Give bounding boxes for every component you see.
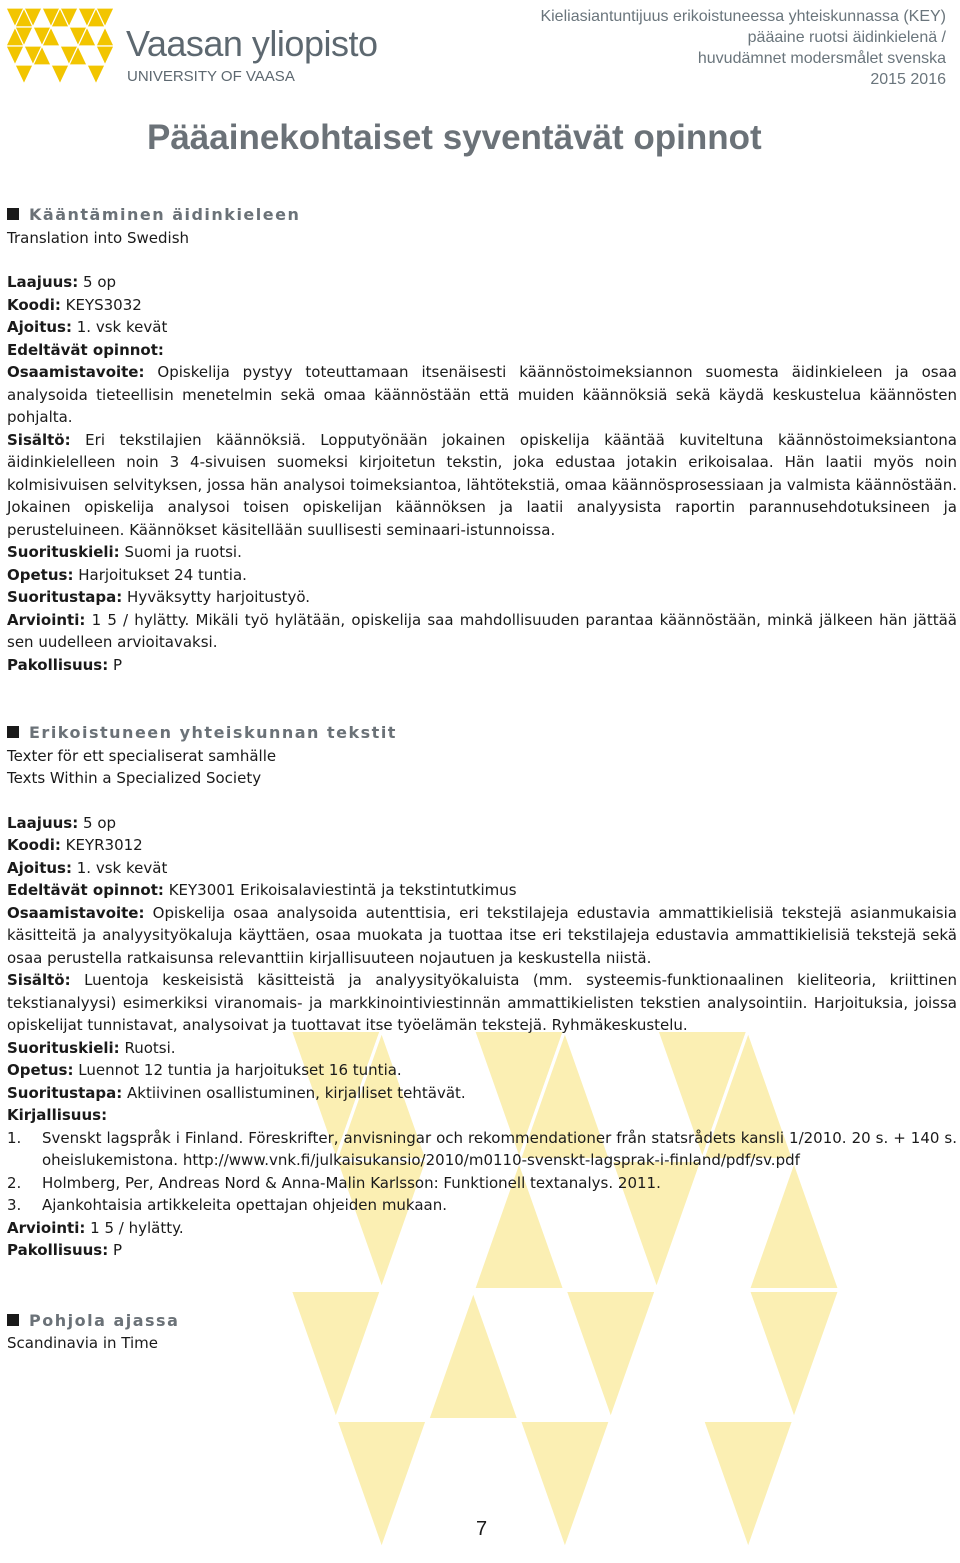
- field-label: Arviointi:: [7, 1218, 86, 1237]
- header-line-2: pääaine ruotsi äidinkielenä /: [747, 29, 946, 46]
- course-heading: [7, 1310, 957, 1333]
- literature-text: Holmberg, Per, Andreas Nord & Anna-Malin Karlsson: Funktionell textanalys. 2011.: [42, 1173, 661, 1192]
- field-value: Opiskelija osaa analysoida autenttisia, eri tekstilajeja edustavia ammattikielisiä tekstejä asianmukaisia käsitteitä ja analyysityökaluja käyttäen, osaa muokata ja tuottaa itse eri tekstilajeja edustavia ammattikielisiä tekstejä sekä osaa perustella ratkaisunsa relevanttiin kirjallisuuteen nojautuen ja keskustella niistä.: [7, 903, 957, 967]
- field-value: Eri tekstilajien käännöksiä. Lopputyönään jokainen opiskelija kääntää kuviteltuna käännöstoimeksiantona äidinkielelleen noin 3 4-sivuisen suomeksi kirjoitetun tekstin, joka edustaa jotakin erikoisalaa. Hän laatii myös noin kolmisivuisen selvityksen, jossa hän analysoi toimeksiantoa, lähtötekstiä, omaa käännösprosessiaan ja valmista käännöstään. Jokainen opiskelija analysoi toisen opiskelijan käännöksen ja laatii analyysista raportin parannusehdotuksineen ja perusteluineen. Käännökset käsitellään suullisesti seminaari-istunnoissa.: [7, 430, 957, 539]
- field-label: Suoritustapa:: [7, 588, 123, 606]
- field-arviointi: [7, 1217, 957, 1240]
- field-suoritustapa: [7, 1082, 957, 1105]
- field-value: Luennot 12 tuntia ja harjoitukset 16 tuntia.: [78, 1061, 402, 1079]
- document-body: [7, 204, 957, 1355]
- field-value: Harjoitukset 24 tuntia.: [78, 565, 247, 584]
- literature-number: 2.: [7, 1173, 22, 1192]
- field-edeltavat: [7, 339, 957, 362]
- field-label: Pakollisuus:: [7, 1241, 109, 1259]
- header-line-4: 2015 2016: [870, 71, 946, 88]
- field-label: Suorituskieli:: [7, 543, 120, 561]
- field-sisalto: [7, 969, 957, 1037]
- field-label: Opetus:: [7, 1061, 74, 1079]
- literature-item: [7, 1127, 957, 1172]
- square-bullet-icon: [7, 726, 19, 738]
- field-value: Opiskelija pystyy toteuttamaan itsenäisesti käännöstoimeksiannon suomesta äidinkieleen ja osaa analysoida tieteellisin menetelmin sekä omaa käännöstään että muiden käännöksiä sekä käydä keskustelua käännösten pohjalta.: [7, 363, 957, 426]
- field-label: Suoritustapa:: [7, 1083, 123, 1102]
- field-koodi: [7, 294, 957, 317]
- field-value: KEYR3012: [65, 836, 143, 854]
- field-value: 1. vsk kevät: [76, 858, 168, 877]
- field-opetus: [7, 564, 957, 587]
- field-label: Koodi:: [7, 295, 61, 314]
- field-label: Ajoitus:: [7, 858, 72, 877]
- field-pakollisuus: [7, 1239, 957, 1262]
- logo-mark-icon: [6, 8, 116, 84]
- field-label: Koodi:: [7, 836, 61, 854]
- field-value: 1 5 / hylätty.: [90, 1218, 184, 1237]
- literature-number: 1.: [7, 1128, 22, 1147]
- field-value: 5 op: [83, 813, 117, 832]
- field-label: Laajuus:: [7, 813, 79, 832]
- field-ajoitus: [7, 857, 957, 880]
- course-heading-text: Kääntäminen äidinkieleen: [29, 205, 301, 224]
- field-value: 1. vsk kevät: [76, 318, 168, 336]
- field-value: KEYS3032: [65, 295, 142, 314]
- field-label: Laajuus:: [7, 273, 79, 291]
- field-label: Suorituskieli:: [7, 1038, 120, 1057]
- field-laajuus: [7, 812, 957, 835]
- field-opetus: [7, 1059, 957, 1082]
- page-number: 7: [476, 1518, 488, 1540]
- field-label: Pakollisuus:: [7, 655, 109, 674]
- literature-item: [7, 1172, 957, 1195]
- field-label: Edeltävät opinnot:: [7, 340, 164, 359]
- field-pakollisuus: [7, 654, 957, 677]
- course-heading: [7, 722, 957, 745]
- field-value: KEY3001 Erikoisalaviestintä ja tekstintutkimus: [168, 881, 517, 899]
- field-value: P: [113, 1241, 123, 1259]
- field-osaamistavoite: [7, 902, 957, 970]
- field-koodi: [7, 834, 957, 857]
- header-line-1: Kieliasiantuntijuus erikoistuneessa yhteiskunnassa (KEY): [540, 8, 946, 25]
- course-subtitle: Texter för ett specialiserat samhälle: [7, 746, 277, 765]
- field-suorituskieli: [7, 541, 957, 564]
- square-bullet-icon: [7, 1314, 19, 1326]
- field-value: Suomi ja ruotsi.: [124, 543, 242, 561]
- document-header: [540, 6, 946, 90]
- field-value: Ruotsi.: [124, 1038, 176, 1057]
- field-edeltavat: [7, 879, 957, 902]
- field-value: P: [113, 655, 123, 674]
- field-sisalto: [7, 429, 957, 542]
- field-arviointi: [7, 609, 957, 654]
- page-title: Pääainekohtaiset syventävät opinnot: [147, 118, 762, 157]
- course-subtitle: Scandinavia in Time: [7, 1334, 159, 1352]
- field-kirjallisuus: [7, 1104, 957, 1127]
- field-suoritustapa: [7, 586, 957, 609]
- field-suorituskieli: [7, 1037, 957, 1060]
- field-label: Osaamistavoite:: [7, 363, 145, 381]
- literature-number: 3.: [7, 1196, 22, 1214]
- literature-list: [7, 1127, 957, 1217]
- field-value: Luentoja keskeisistä käsitteistä ja analyysityökaluista (mm. systeemis-funktionaalinen kieliteoria, kriittinen tekstianalyysi) esimerkiksi viranomais- ja markkinointiviestinnän ammattikielisten tekstien analysointiin. Harjoituksia, joissa opiskelijat tunnistavat, analysoivat ja tuottavat itse työelämän tekstejä. Ryhmäkeskustelu.: [7, 971, 957, 1034]
- course-subtitle: Texts Within a Specialized Society: [7, 769, 262, 787]
- literature-text: Ajankohtaisia artikkeleita opettajan ohjeiden mukaan.: [42, 1196, 448, 1214]
- course-heading: [7, 204, 957, 227]
- field-value: 1 5 / hylätty. Mikäli työ hylätään, opiskelija saa mahdollisuuden parantaa käännöstään, minkä jälkeen hän jättää sen uudelleen arvioitavaksi.: [7, 610, 957, 651]
- literature-text: Svenskt lagspråk i Finland. Föreskrifter, anvisningar och rekommendationer från statsrådets kansli 1/2010. 20 s. + 140 s. oheislukemistona. http://www.vnk.fi/julkaisukansio/2010/m0110-svenskt-lagsprak-i-finland/pdf/sv.pdf: [42, 1128, 957, 1169]
- field-osaamistavoite: [7, 361, 957, 429]
- course-subtitle: Translation into Swedish: [7, 228, 190, 247]
- literature-item: [7, 1194, 957, 1217]
- university-logo: [6, 8, 386, 86]
- field-label: Opetus:: [7, 565, 74, 584]
- header-line-3: huvudämnet modersmålet svenska: [697, 50, 946, 67]
- square-bullet-icon: [7, 208, 19, 220]
- field-label: Ajoitus:: [7, 318, 72, 336]
- logo-name: Vaasan yliopisto: [126, 23, 378, 64]
- field-label: Kirjallisuus:: [7, 1106, 108, 1124]
- field-value: Hyväksytty harjoitustyö.: [127, 588, 311, 606]
- logo-subtitle: UNIVERSITY OF VAASA: [127, 68, 295, 85]
- field-laajuus: [7, 271, 957, 294]
- field-label: Sisältö:: [7, 430, 71, 449]
- field-label: Arviointi:: [7, 610, 86, 629]
- field-label: Sisältö:: [7, 971, 71, 989]
- course-heading-text: Pohjola ajassa: [29, 1310, 180, 1330]
- field-ajoitus: [7, 316, 957, 339]
- field-value: Aktiivinen osallistuminen, kirjalliset tehtävät.: [127, 1083, 466, 1102]
- field-value: 5 op: [83, 273, 117, 291]
- field-label: Osaamistavoite:: [7, 903, 145, 922]
- field-label: Edeltävät opinnot:: [7, 881, 164, 899]
- course-heading-text: Erikoistuneen yhteiskunnan tekstit: [29, 723, 397, 742]
